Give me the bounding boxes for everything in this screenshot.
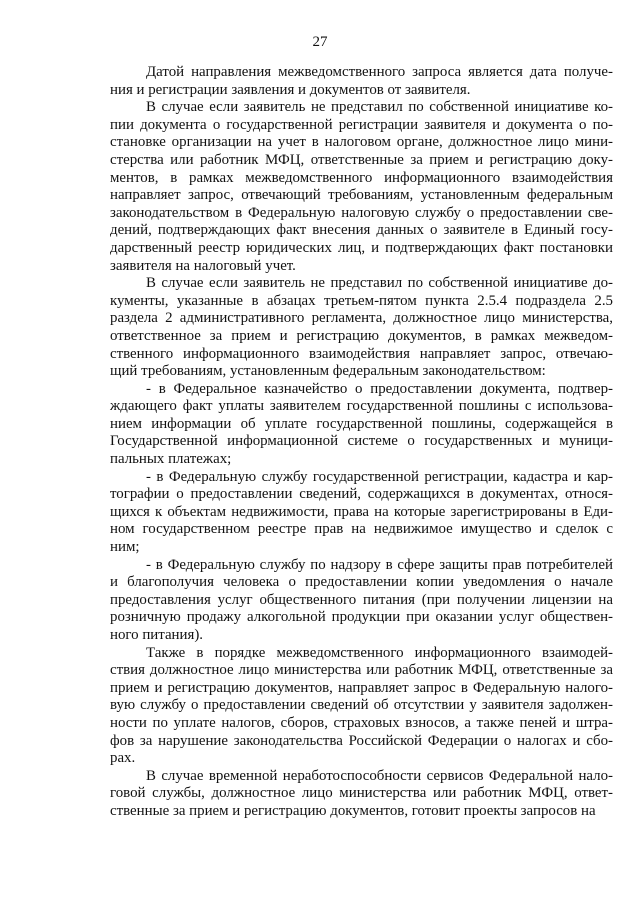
text-line: нием информации об уплате государственной пошлины, содержащейся в <box>110 415 613 432</box>
text-line: Также в порядке межведомственного информационного взаимодей- <box>146 644 613 661</box>
paragraph <box>110 99 613 275</box>
text-line: прием и регистрацию документов, направляет запрос в Федеральную налого- <box>110 679 613 696</box>
text-line: и благополучия человека о предоставлении копии уведомления о начале <box>110 574 613 591</box>
text-line: ственные за прием и регистрацию документов, готовит проекты запросов на <box>110 802 596 819</box>
paragraph <box>110 557 613 645</box>
text-line: пальных платежах; <box>110 451 232 468</box>
text-line: ним; <box>110 539 140 556</box>
text-line: направляет запрос, отвечающий требованиям, установленным федеральным <box>110 187 613 204</box>
text-line: ном государственном реестре прав на недвижимое имущество и сделок с <box>110 521 613 538</box>
text-line: законодательством в Федеральную налоговую службу о предоставлении све- <box>110 204 613 221</box>
text-line: ствия должностное лицо министерства или работник МФЦ, ответственные за <box>110 662 613 679</box>
page-number: 27 <box>312 34 328 50</box>
paragraph <box>110 381 613 469</box>
text-line: заявителя на налоговый учет. <box>110 257 296 274</box>
text-line: предоставления услуг общественного питания (при получении лицензии на <box>110 591 613 608</box>
text-line: ственного информационного взаимодействия направляет запрос, отвечаю- <box>110 345 613 362</box>
text-line: - в Федеральную службу государственной регистрации, кадастра и кар- <box>146 468 613 485</box>
text-line: стерства или работник МФЦ, ответственные за прием и регистрацию доку- <box>110 151 613 168</box>
text-line: В случае временной неработоспособности сервисов Федеральной нало- <box>146 767 613 784</box>
text-line: фов за нарушение законодательства Российской Федерации о налогах и сбо- <box>110 732 613 749</box>
text-line: Датой направления межведомственного запроса является дата получе- <box>146 64 613 80</box>
text-line: дарственный реестр юридических лиц, и подтверждающих факт постановки <box>110 239 613 256</box>
text-line: щий требованиям, установленным федеральным законодательством: <box>110 363 546 380</box>
text-line: рах. <box>110 750 136 767</box>
text-line: ждающего факт уплаты заявителем государственной пошлины с использова- <box>110 398 613 415</box>
paragraph <box>110 645 613 768</box>
paragraph <box>110 469 613 557</box>
paragraph <box>110 275 613 381</box>
text-line: - в Федеральное казначейство о предоставлении документа, подтвер- <box>146 380 613 397</box>
text-line: пии документа о государственной регистрации заявителя и документа о по- <box>110 116 613 133</box>
text-line: раздела 2 административного регламента, должностное лицо министерства, <box>110 310 613 327</box>
text-line: ного питания). <box>110 627 204 643</box>
text-line: ния и регистрации заявления и документов от заявителя. <box>110 81 471 98</box>
text-line: становке организации на учет в налоговом органе, должностное лицо мини- <box>110 134 613 151</box>
text-line: розничную продажу алкогольной продукции при оказании услуг обществен- <box>110 609 613 626</box>
text-line: В случае если заявитель не представил по собственной инициативе до- <box>146 275 613 292</box>
text-line: - в Федеральную службу по надзору в сфере защиты прав потребителей <box>146 556 613 573</box>
text-line: ности по уплате налогов, сборов, страховых взносов, а также пеней и штра- <box>110 714 613 731</box>
text-line: щихся к объектам недвижимости, права на которые зарегистрированы в Еди- <box>110 503 613 520</box>
text-line: кументы, указанные в абзацах третьем-пятом пункта 2.5.4 подраздела 2.5 <box>110 292 613 309</box>
paragraph <box>110 768 613 821</box>
text-line: ответственное за прием и регистрацию документов, в рамках межведом- <box>110 327 613 344</box>
paragraph <box>110 64 613 99</box>
text-line: дений, подтверждающих факт внесения данных о заявителе в Единый госу- <box>110 222 613 239</box>
text-line: тографии о предоставлении сведений, содержащихся в документах, относя- <box>110 486 613 503</box>
text-line: ментов, в рамках межведомственного информационного взаимодействия <box>110 169 613 186</box>
text-line: В случае если заявитель не представил по собственной инициативе ко- <box>146 99 613 116</box>
text-line: говой службы, должностное лицо министерства или работник МФЦ, ответ- <box>110 785 613 802</box>
document-body <box>110 64 613 821</box>
text-line: вую службу о предоставлении сведений об отсутствии у заявителя задолжен- <box>110 697 613 714</box>
text-line: Государственной информационной системе о государственных и муници- <box>110 433 613 450</box>
